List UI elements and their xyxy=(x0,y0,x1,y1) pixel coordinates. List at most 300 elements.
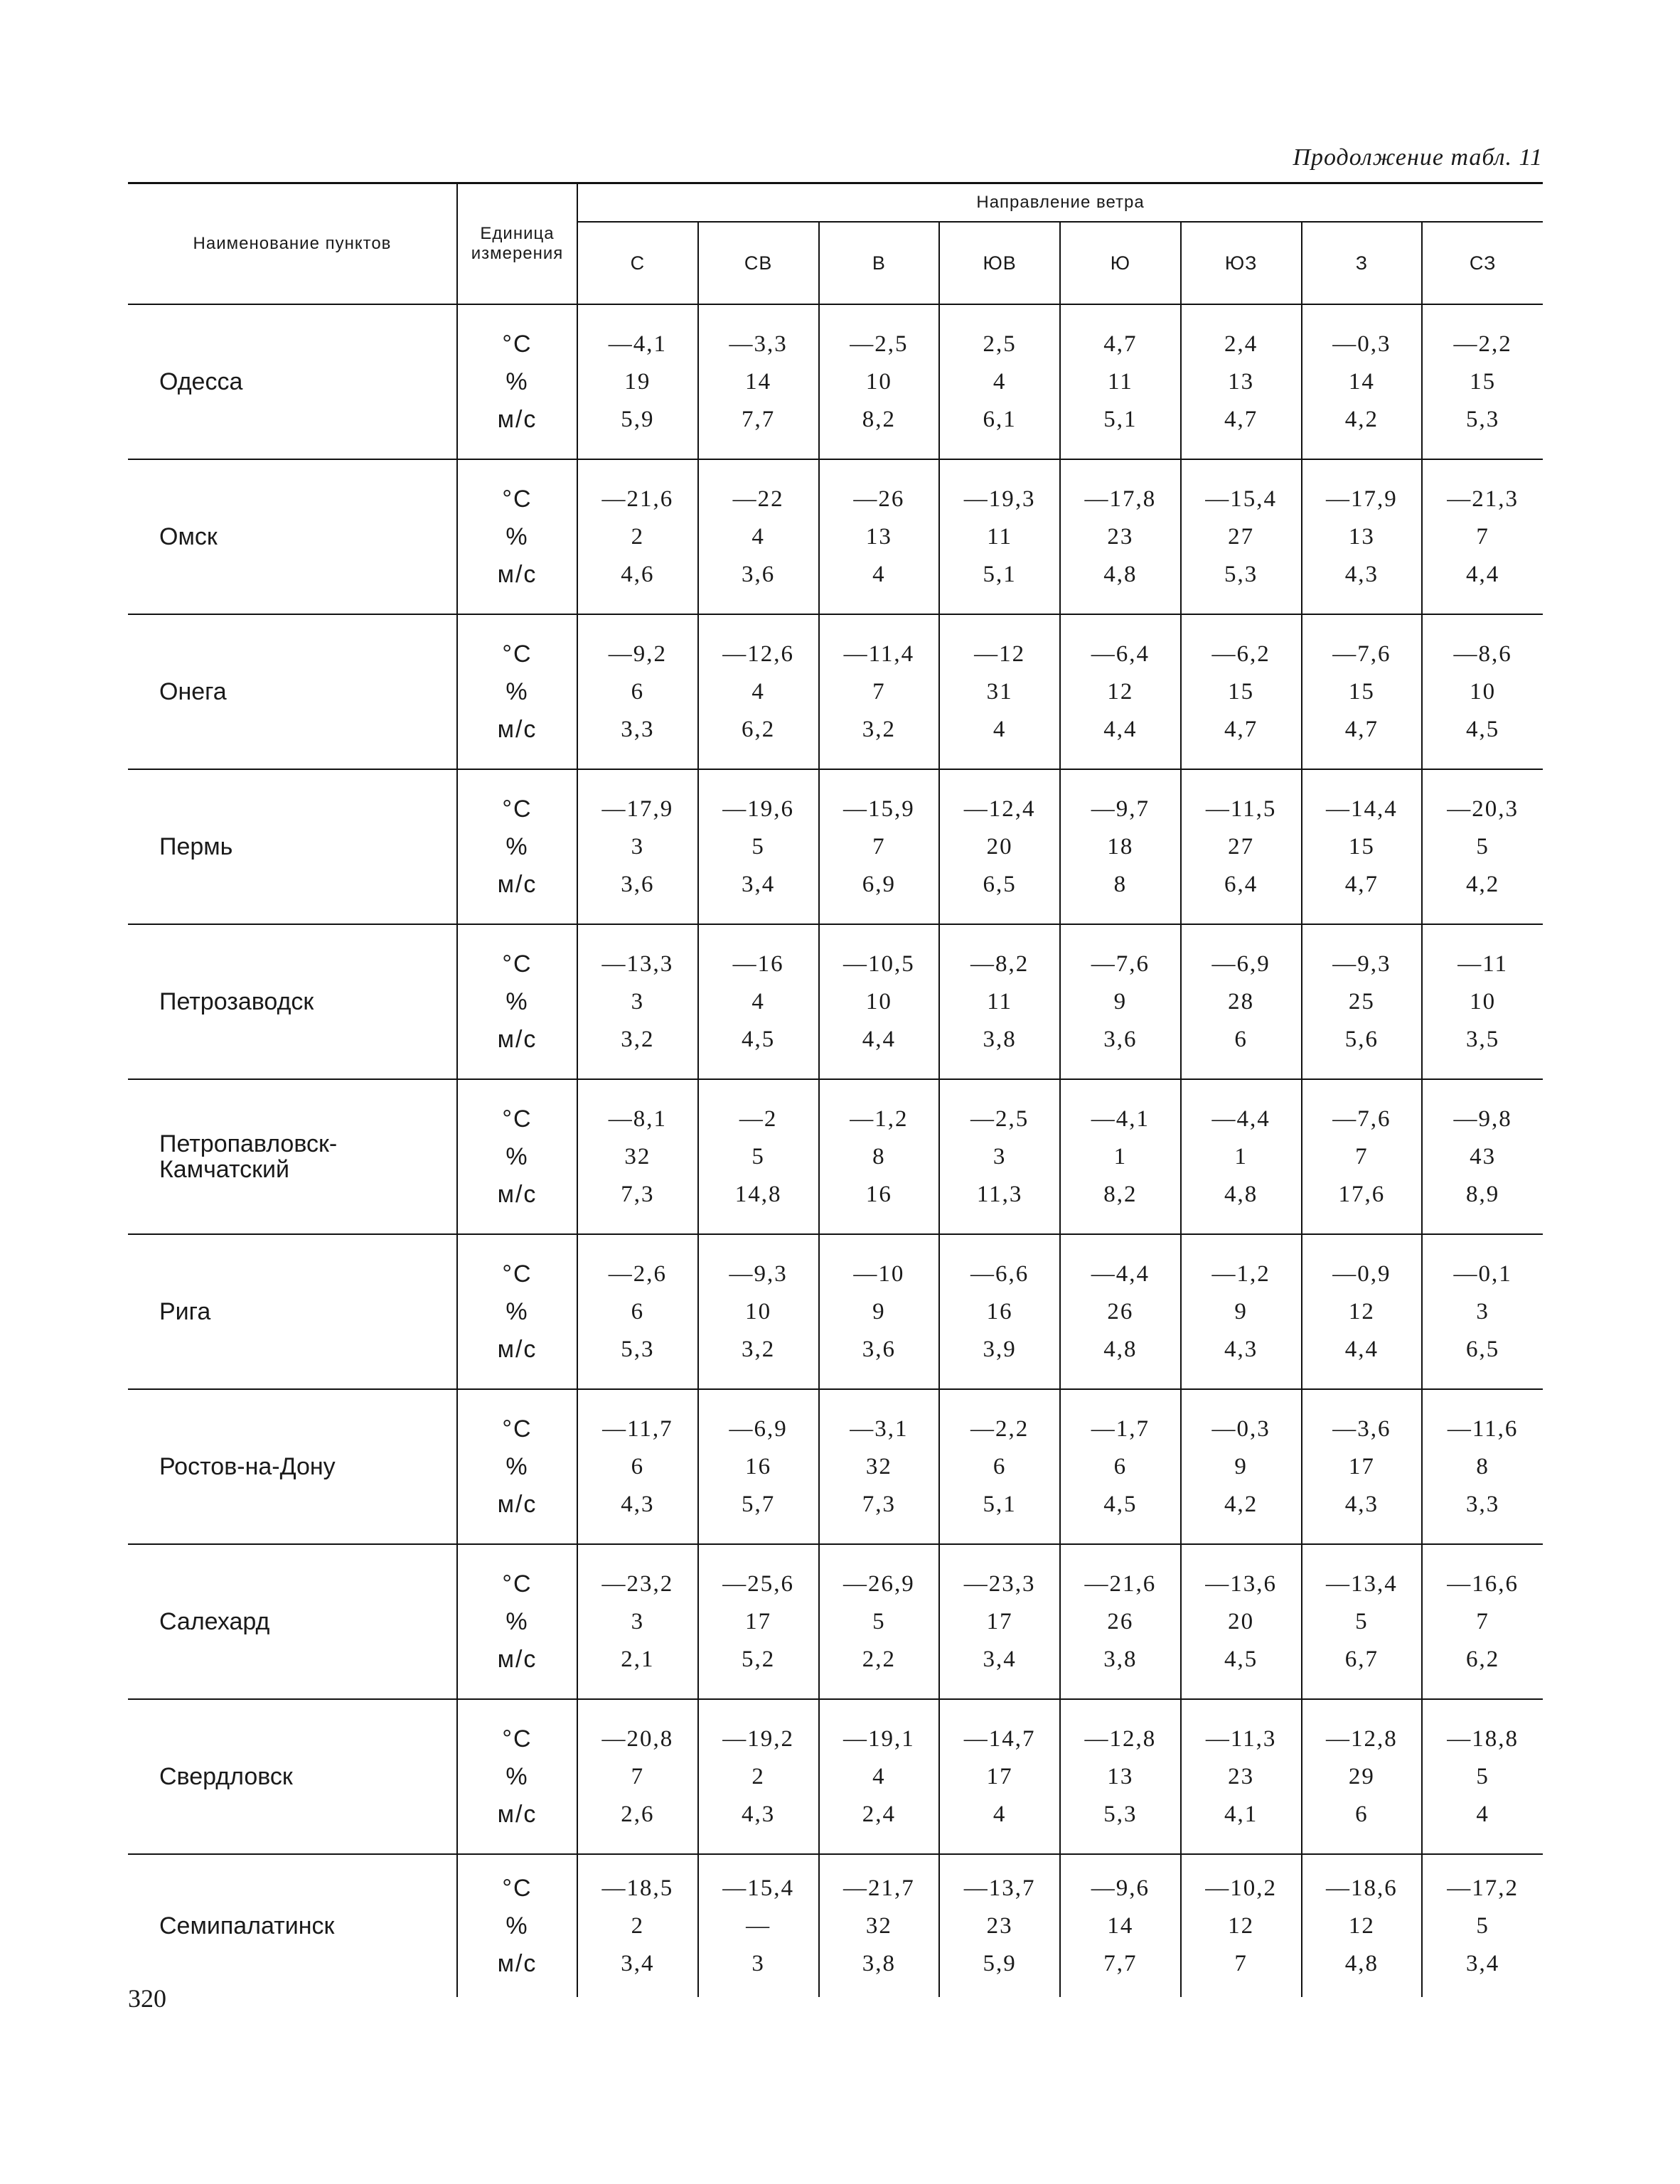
value-cell xyxy=(1181,1544,1302,1699)
column-header-name: Наименование пунктов xyxy=(128,183,457,305)
wind-speed-value: 3,6 xyxy=(621,871,655,897)
value-cell xyxy=(1302,614,1423,769)
temperature-value: —2,6 xyxy=(608,1260,667,1287)
temperature-value: —10,5 xyxy=(843,951,915,977)
climate-table xyxy=(128,182,1543,1997)
wind-speed-value: 4 xyxy=(872,561,886,587)
city-name: Рига xyxy=(128,1234,457,1389)
wind-speed-value: 2,1 xyxy=(621,1646,655,1672)
value-cell xyxy=(939,304,1060,459)
city-name: Петропавловск-Камчатский xyxy=(128,1079,457,1234)
city-name: Ростов-на-Дону xyxy=(128,1389,457,1544)
temperature-value: —19,2 xyxy=(722,1725,794,1752)
value-cell xyxy=(1181,1234,1302,1389)
frequency-value: 13 xyxy=(1348,523,1375,550)
wind-speed-value: 4,5 xyxy=(742,1026,776,1052)
temperature-value: —13,3 xyxy=(601,951,674,977)
value-cell xyxy=(577,304,698,459)
temperature-value: —19,6 xyxy=(722,796,794,822)
value-cell xyxy=(1422,1699,1543,1854)
frequency-value: 19 xyxy=(624,368,651,395)
table-row xyxy=(128,1389,1543,1544)
wind-speed-value: 7,7 xyxy=(1103,1950,1138,1976)
frequency-value: 7 xyxy=(1355,1143,1369,1169)
temperature-value: —7,6 xyxy=(1091,951,1150,977)
table-caption: Продолжение табл. 11 xyxy=(1293,144,1543,171)
unit-label: м/с xyxy=(497,1335,537,1363)
temperature-value: 2,4 xyxy=(1224,331,1258,357)
temperature-value: —9,2 xyxy=(608,641,667,667)
value-cell xyxy=(1302,924,1423,1079)
wind-speed-value: 8 xyxy=(1113,871,1128,897)
value-cell xyxy=(1060,1079,1181,1234)
wind-speed-value: 8,2 xyxy=(862,406,896,432)
value-cell xyxy=(1181,459,1302,614)
temperature-value: —6,4 xyxy=(1091,641,1150,667)
frequency-value: 11 xyxy=(987,988,1013,1015)
frequency-value: 13 xyxy=(1107,1763,1134,1789)
unit-label: % xyxy=(505,1452,529,1480)
wind-speed-value: 3,6 xyxy=(862,1336,896,1362)
value-cell xyxy=(1060,614,1181,769)
frequency-value: 12 xyxy=(1348,1298,1375,1324)
frequency-value: 3 xyxy=(631,988,645,1015)
frequency-value: 27 xyxy=(1228,833,1255,860)
value-cell xyxy=(698,1854,819,1997)
frequency-value: 15 xyxy=(1348,833,1375,860)
temperature-value: —11,5 xyxy=(1205,796,1277,822)
value-cell xyxy=(1060,924,1181,1079)
frequency-value: 7 xyxy=(872,833,886,860)
wind-speed-value: 4,5 xyxy=(1466,716,1500,742)
wind-speed-value: 5,1 xyxy=(983,1491,1017,1517)
frequency-value: 17 xyxy=(986,1608,1013,1634)
unit-cell xyxy=(457,614,577,769)
frequency-value: 26 xyxy=(1107,1298,1134,1324)
wind-speed-value: 4,7 xyxy=(1224,406,1258,432)
temperature-value: —0,3 xyxy=(1211,1415,1270,1442)
wind-speed-value: 5,3 xyxy=(1103,1801,1138,1827)
wind-speed-value: 2,2 xyxy=(862,1646,896,1672)
frequency-value: 28 xyxy=(1228,988,1255,1015)
frequency-value: 4 xyxy=(751,988,765,1015)
temperature-value: —19,3 xyxy=(963,486,1036,512)
value-cell xyxy=(1302,459,1423,614)
value-cell xyxy=(1181,1079,1302,1234)
frequency-value: 7 xyxy=(872,678,886,705)
page-number: 320 xyxy=(128,1984,166,2013)
unit-label: °С xyxy=(502,1725,533,1752)
temperature-value: —23,2 xyxy=(601,1570,674,1597)
wind-speed-value: 4,8 xyxy=(1103,561,1138,587)
temperature-value: —4,1 xyxy=(1091,1106,1150,1132)
wind-speed-value: 4,4 xyxy=(1466,561,1500,587)
temperature-value: —15,4 xyxy=(722,1875,794,1901)
frequency-value: 17 xyxy=(1348,1453,1375,1479)
wind-speed-value: 4,6 xyxy=(621,561,655,587)
value-cell xyxy=(939,1234,1060,1389)
value-cell xyxy=(698,1699,819,1854)
wind-speed-value: 4,7 xyxy=(1344,871,1379,897)
wind-speed-value: 3,3 xyxy=(621,716,655,742)
value-cell xyxy=(577,769,698,924)
value-cell xyxy=(577,1234,698,1389)
frequency-value: 12 xyxy=(1228,1912,1255,1939)
frequency-value: 7 xyxy=(631,1763,645,1789)
value-cell xyxy=(1060,1854,1181,1997)
value-cell xyxy=(819,614,940,769)
wind-speed-value: 4,3 xyxy=(1344,1491,1379,1517)
value-cell xyxy=(698,459,819,614)
value-cell xyxy=(819,1234,940,1389)
frequency-value: 3 xyxy=(1476,1298,1489,1324)
temperature-value: —11,3 xyxy=(1205,1725,1277,1752)
table-row xyxy=(128,1699,1543,1854)
wind-speed-value: 4,8 xyxy=(1103,1336,1138,1362)
frequency-value: 3 xyxy=(631,833,645,860)
temperature-value: —17,9 xyxy=(1326,486,1398,512)
city-name: Пермь xyxy=(128,769,457,924)
frequency-value: 5 xyxy=(751,833,765,860)
wind-speed-value: 5,2 xyxy=(742,1646,776,1672)
unit-label: °С xyxy=(502,795,533,823)
value-cell xyxy=(577,1854,698,1997)
unit-label: °С xyxy=(502,1874,533,1902)
value-cell xyxy=(1422,769,1543,924)
frequency-value: 43 xyxy=(1470,1143,1497,1169)
value-cell xyxy=(939,614,1060,769)
value-cell xyxy=(1060,769,1181,924)
column-header-unit: Единица измерения xyxy=(457,183,577,305)
direction-header-sw: ЮЗ xyxy=(1181,222,1302,304)
value-cell xyxy=(1060,1544,1181,1699)
city-name: Петрозаводск xyxy=(128,924,457,1079)
value-cell xyxy=(1422,1389,1543,1544)
frequency-value: 14 xyxy=(1107,1912,1134,1939)
wind-speed-value: 3,9 xyxy=(983,1336,1017,1362)
value-cell xyxy=(819,1699,940,1854)
frequency-value: 3 xyxy=(993,1143,1007,1169)
temperature-value: —13,6 xyxy=(1205,1570,1277,1597)
unit-label: м/с xyxy=(497,1490,537,1518)
value-cell xyxy=(1060,459,1181,614)
value-cell xyxy=(698,614,819,769)
unit-label: м/с xyxy=(497,1645,537,1673)
unit-label: °С xyxy=(502,640,533,668)
frequency-value: 20 xyxy=(1228,1608,1255,1634)
frequency-value: 16 xyxy=(986,1298,1013,1324)
temperature-value: 4,7 xyxy=(1103,331,1138,357)
temperature-value: —17,8 xyxy=(1084,486,1157,512)
temperature-value: —15,4 xyxy=(1205,486,1277,512)
direction-header-s: Ю xyxy=(1060,222,1181,304)
value-cell xyxy=(819,1544,940,1699)
temperature-value: —2,2 xyxy=(970,1415,1029,1442)
value-cell xyxy=(819,924,940,1079)
frequency-value: 4 xyxy=(872,1763,886,1789)
unit-label: % xyxy=(505,678,529,705)
value-cell xyxy=(577,1389,698,1544)
direction-header-e: В xyxy=(819,222,940,304)
frequency-value: 15 xyxy=(1470,368,1497,395)
frequency-value: 20 xyxy=(986,833,1013,860)
frequency-value: 18 xyxy=(1107,833,1134,860)
wind-speed-value: 3,4 xyxy=(621,1950,655,1976)
frequency-value: 10 xyxy=(1470,988,1497,1015)
frequency-value: 12 xyxy=(1107,678,1134,705)
table-row xyxy=(128,769,1543,924)
temperature-value: —21,6 xyxy=(1084,1570,1157,1597)
frequency-value: 3 xyxy=(631,1608,645,1634)
frequency-value: 10 xyxy=(1470,678,1497,705)
temperature-value: —22 xyxy=(732,486,784,512)
frequency-value: 14 xyxy=(1348,368,1375,395)
frequency-value: — xyxy=(746,1912,771,1939)
value-cell xyxy=(819,769,940,924)
frequency-value: 23 xyxy=(1107,523,1134,550)
wind-speed-value: 4,4 xyxy=(1103,716,1138,742)
value-cell xyxy=(1060,1234,1181,1389)
frequency-value: 6 xyxy=(993,1453,1007,1479)
wind-speed-value: 7,3 xyxy=(621,1181,655,1207)
frequency-value: 9 xyxy=(1113,988,1128,1015)
frequency-value: 13 xyxy=(865,523,892,550)
wind-speed-value: 7,7 xyxy=(742,406,776,432)
wind-speed-value: 6,9 xyxy=(862,871,896,897)
wind-speed-value: 2,4 xyxy=(862,1801,896,1827)
wind-speed-value: 4,8 xyxy=(1224,1181,1258,1207)
column-header-wind-direction: Направление ветра xyxy=(577,183,1543,223)
frequency-value: 14 xyxy=(745,368,772,395)
unit-cell xyxy=(457,1699,577,1854)
wind-speed-value: 6,5 xyxy=(1466,1336,1500,1362)
unit-label: % xyxy=(505,1142,529,1170)
wind-speed-value: 4,3 xyxy=(1224,1336,1258,1362)
temperature-value: —25,6 xyxy=(722,1570,794,1597)
frequency-value: 10 xyxy=(865,988,892,1015)
temperature-value: —11,7 xyxy=(602,1415,673,1442)
temperature-value: —0,1 xyxy=(1453,1260,1512,1287)
value-cell xyxy=(698,1234,819,1389)
temperature-value: —11,6 xyxy=(1447,1415,1519,1442)
wind-speed-value: 5,1 xyxy=(1103,406,1138,432)
temperature-value: —12,4 xyxy=(963,796,1036,822)
frequency-value: 5 xyxy=(1476,833,1489,860)
city-name: Семипалатинск xyxy=(159,1912,335,1939)
frequency-value: 5 xyxy=(1476,1912,1489,1939)
unit-cell xyxy=(457,459,577,614)
value-cell xyxy=(1422,1544,1543,1699)
temperature-value: —21,7 xyxy=(843,1875,915,1901)
temperature-value: —12,8 xyxy=(1084,1725,1157,1752)
value-cell xyxy=(577,924,698,1079)
value-cell xyxy=(698,924,819,1079)
value-cell xyxy=(1302,1234,1423,1389)
city-name: Омск xyxy=(128,459,457,614)
value-cell xyxy=(1302,1544,1423,1699)
unit-label: % xyxy=(505,1297,529,1325)
wind-speed-value: 3,8 xyxy=(862,1950,896,1976)
frequency-value: 5 xyxy=(1476,1763,1489,1789)
frequency-value: 32 xyxy=(624,1143,651,1169)
frequency-value: 7 xyxy=(1476,523,1489,550)
unit-label: °С xyxy=(502,1415,533,1442)
temperature-value: —19,1 xyxy=(843,1725,915,1752)
frequency-value: 1 xyxy=(1113,1143,1128,1169)
wind-speed-value: 6 xyxy=(1355,1801,1369,1827)
unit-label: % xyxy=(505,987,529,1015)
frequency-value: 7 xyxy=(1476,1608,1489,1634)
temperature-value: —8,2 xyxy=(970,951,1029,977)
wind-speed-value: 4,7 xyxy=(1344,716,1379,742)
value-cell xyxy=(1181,304,1302,459)
frequency-value: 8 xyxy=(1476,1453,1489,1479)
temperature-value: —6,9 xyxy=(1211,951,1270,977)
wind-speed-value: 6,7 xyxy=(1344,1646,1379,1672)
wind-speed-value: 6 xyxy=(1234,1026,1248,1052)
frequency-value: 2 xyxy=(631,523,645,550)
wind-speed-value: 3,5 xyxy=(1466,1026,1500,1052)
temperature-value: —2,5 xyxy=(850,331,909,357)
frequency-value: 4 xyxy=(751,523,765,550)
frequency-value: 32 xyxy=(865,1453,892,1479)
temperature-value: —14,4 xyxy=(1326,796,1398,822)
wind-speed-value: 3,3 xyxy=(1466,1491,1500,1517)
temperature-value: —3,6 xyxy=(1332,1415,1391,1442)
temperature-value: —7,6 xyxy=(1332,1106,1391,1132)
table-row xyxy=(128,1544,1543,1699)
temperature-value: —13,7 xyxy=(963,1875,1036,1901)
direction-header-nw: СЗ xyxy=(1422,222,1543,304)
wind-speed-value: 4 xyxy=(993,1801,1007,1827)
unit-label: м/с xyxy=(497,1949,537,1977)
value-cell xyxy=(1181,614,1302,769)
unit-label: м/с xyxy=(497,1180,537,1208)
city-name: Салехард xyxy=(128,1544,457,1699)
temperature-value: —9,7 xyxy=(1091,796,1150,822)
wind-speed-value: 8,2 xyxy=(1103,1181,1138,1207)
value-cell xyxy=(1060,1699,1181,1854)
unit-label: % xyxy=(505,1762,529,1790)
frequency-value: 1 xyxy=(1234,1143,1248,1169)
value-cell xyxy=(939,1079,1060,1234)
wind-speed-value: 4,3 xyxy=(742,1801,776,1827)
temperature-value: —16,6 xyxy=(1447,1570,1519,1597)
frequency-value: 31 xyxy=(986,678,1013,705)
temperature-value: —9,3 xyxy=(729,1260,788,1287)
value-cell xyxy=(1422,1854,1543,1997)
wind-speed-value: 5,1 xyxy=(983,561,1017,587)
frequency-value: 10 xyxy=(745,1298,772,1324)
frequency-value: 26 xyxy=(1107,1608,1134,1634)
unit-cell xyxy=(457,304,577,459)
value-cell xyxy=(819,304,940,459)
temperature-value: —12,8 xyxy=(1326,1725,1398,1752)
frequency-value: 5 xyxy=(751,1143,765,1169)
temperature-value: —9,3 xyxy=(1332,951,1391,977)
temperature-value: —10 xyxy=(853,1260,905,1287)
temperature-value: —2,5 xyxy=(970,1106,1029,1132)
temperature-value: —6,2 xyxy=(1211,641,1270,667)
value-cell xyxy=(698,1389,819,1544)
unit-cell xyxy=(457,924,577,1079)
frequency-value: 5 xyxy=(872,1608,886,1634)
wind-speed-value: 11,3 xyxy=(976,1181,1023,1207)
frequency-value: 2 xyxy=(631,1912,645,1939)
temperature-value: —9,8 xyxy=(1453,1106,1512,1132)
wind-speed-value: 3,2 xyxy=(742,1336,776,1362)
frequency-value: 6 xyxy=(631,1453,645,1479)
wind-speed-value: 5,3 xyxy=(621,1336,655,1362)
value-cell xyxy=(1181,769,1302,924)
value-cell xyxy=(1181,1699,1302,1854)
wind-speed-value: 7 xyxy=(1234,1950,1248,1976)
wind-speed-value: 5,7 xyxy=(742,1491,776,1517)
unit-cell xyxy=(457,1854,577,1997)
wind-speed-value: 5,9 xyxy=(983,1950,1017,1976)
temperature-value: —3,3 xyxy=(729,331,788,357)
temperature-value: —8,6 xyxy=(1453,641,1512,667)
table-body xyxy=(128,304,1543,1997)
unit-label: м/с xyxy=(497,560,537,588)
value-cell xyxy=(1422,1079,1543,1234)
value-cell xyxy=(939,459,1060,614)
temperature-value: —3,1 xyxy=(850,1415,909,1442)
temperature-value: —13,4 xyxy=(1326,1570,1398,1597)
unit-label: м/с xyxy=(497,1800,537,1828)
temperature-value: —20,8 xyxy=(601,1725,674,1752)
frequency-value: 6 xyxy=(631,1298,645,1324)
value-cell xyxy=(819,459,940,614)
frequency-value: 17 xyxy=(986,1763,1013,1789)
wind-speed-value: 6,5 xyxy=(983,871,1017,897)
temperature-value: —0,9 xyxy=(1332,1260,1391,1287)
wind-speed-value: 5,3 xyxy=(1224,561,1258,587)
wind-speed-value: 4,7 xyxy=(1224,716,1258,742)
frequency-value: 10 xyxy=(865,368,892,395)
wind-speed-value: 3,6 xyxy=(1103,1026,1138,1052)
wind-speed-value: 4,3 xyxy=(621,1491,655,1517)
temperature-value: —1,2 xyxy=(1211,1260,1270,1287)
wind-speed-value: 4,4 xyxy=(1344,1336,1379,1362)
value-cell xyxy=(577,459,698,614)
temperature-value: —10,2 xyxy=(1205,1875,1277,1901)
direction-header-ne: СВ xyxy=(698,222,819,304)
unit-label: °С xyxy=(502,485,533,513)
value-cell xyxy=(939,924,1060,1079)
temperature-value: —14,7 xyxy=(963,1725,1036,1752)
value-cell xyxy=(577,614,698,769)
temperature-value: —21,3 xyxy=(1447,486,1519,512)
frequency-value: 11 xyxy=(1107,368,1133,395)
frequency-value: 15 xyxy=(1348,678,1375,705)
frequency-value: 2 xyxy=(751,1763,765,1789)
frequency-value: 32 xyxy=(865,1912,892,1939)
temperature-value: —9,6 xyxy=(1091,1875,1150,1901)
value-cell xyxy=(1181,1854,1302,1997)
temperature-value: —21,6 xyxy=(601,486,674,512)
temperature-value: —4,4 xyxy=(1211,1106,1270,1132)
unit-label: % xyxy=(505,1912,529,1939)
temperature-value: —4,4 xyxy=(1091,1260,1150,1287)
table-row xyxy=(128,459,1543,614)
value-cell xyxy=(698,1544,819,1699)
wind-speed-value: 5,9 xyxy=(621,406,655,432)
unit-label: м/с xyxy=(497,405,537,433)
value-cell xyxy=(939,1699,1060,1854)
wind-speed-value: 8,9 xyxy=(1466,1181,1500,1207)
frequency-value: 8 xyxy=(872,1143,886,1169)
